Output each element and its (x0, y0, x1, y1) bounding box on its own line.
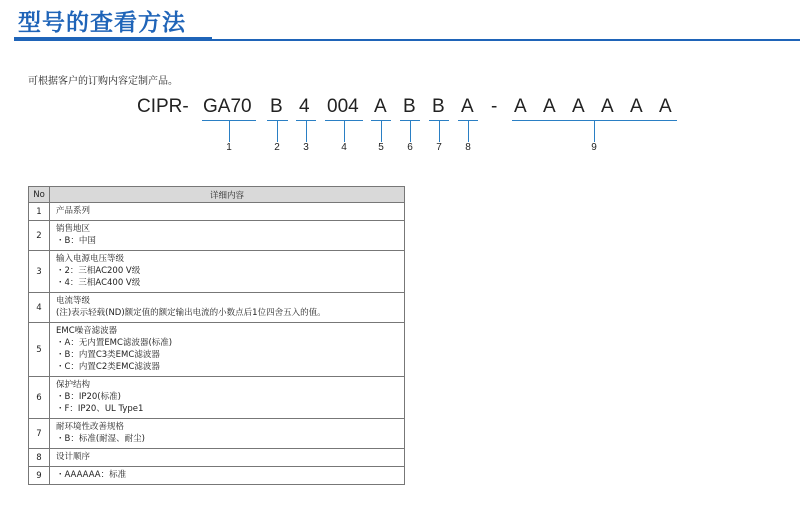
row-option: ・F：IP20、UL Type1 (56, 404, 144, 414)
header-detail: 详细内容 (50, 187, 405, 203)
table-row (29, 323, 405, 377)
tick-5 (381, 120, 382, 142)
code-separator: - (491, 96, 498, 117)
row-option: ・B：内置C3类EMC滤波器 (56, 350, 160, 360)
table-row (29, 251, 405, 293)
index-5: 5 (378, 142, 384, 153)
code-seg-emc: A (374, 96, 387, 117)
index-9: 9 (591, 142, 597, 153)
code-seg-option: A (601, 96, 614, 117)
code-seg-series: GA70 (203, 96, 252, 117)
index-4: 4 (341, 142, 347, 153)
table-row (29, 293, 405, 323)
code-prefix: CIPR- (137, 96, 189, 117)
table-row (29, 377, 405, 419)
row-heading: 产品系列 (56, 206, 91, 216)
row-detail (50, 203, 405, 221)
code-seg-option: A (514, 96, 527, 117)
tick-9 (594, 120, 595, 142)
code-seg-region: B (270, 96, 283, 117)
code-seg-option: A (572, 96, 585, 117)
row-no: 3 (29, 251, 50, 293)
row-option: ・2：三相AC200 V级 (56, 266, 141, 276)
header-no: No (29, 187, 50, 203)
row-heading: 销售地区 (56, 224, 91, 234)
row-option: ・4：三相AC400 V级 (56, 278, 141, 288)
code-seg-current: 004 (327, 96, 359, 117)
row-note: (注)表示轻载(ND)额定值的额定输出电流的小数点后1位四舍五入的值。 (56, 308, 326, 318)
tick-3 (306, 120, 307, 142)
row-detail (50, 467, 405, 485)
row-no: 5 (29, 323, 50, 377)
table-header-row (29, 187, 405, 203)
table-row (29, 467, 405, 485)
tick-6 (410, 120, 411, 142)
page-title: 型号的查看方法 (18, 10, 186, 36)
row-heading: 耐环境性改善规格 (56, 422, 125, 432)
row-no: 9 (29, 467, 50, 485)
index-7: 7 (436, 142, 442, 153)
index-8: 8 (465, 142, 471, 153)
row-option: ・B：IP20(标准) (56, 392, 121, 402)
row-detail (50, 419, 405, 449)
index-6: 6 (407, 142, 413, 153)
row-no: 8 (29, 449, 50, 467)
tick-8 (468, 120, 469, 142)
row-option: ・A：无内置EMC滤波器(标准) (56, 338, 173, 348)
code-seg-option: A (630, 96, 643, 117)
code-seg-voltage: 4 (299, 96, 310, 117)
row-option: ・B：中国 (56, 236, 96, 246)
row-detail (50, 251, 405, 293)
row-no: 4 (29, 293, 50, 323)
tick-1 (229, 120, 230, 142)
row-no: 1 (29, 203, 50, 221)
tick-7 (439, 120, 440, 142)
row-detail (50, 323, 405, 377)
row-detail (50, 449, 405, 467)
index-2: 2 (274, 142, 280, 153)
code-seg-option: A (659, 96, 672, 117)
spec-table (28, 186, 405, 485)
title-rule (14, 39, 800, 41)
intro-text: 可根据客户的订购内容定制产品。 (28, 76, 178, 87)
row-option: ・C：内置C2类EMC滤波器 (56, 362, 160, 372)
index-3: 3 (303, 142, 309, 153)
row-detail (50, 293, 405, 323)
row-option: ・B：标准(耐湿、耐尘) (56, 434, 145, 444)
row-heading: 设计顺序 (56, 452, 91, 462)
code-seg-design: A (461, 96, 474, 117)
row-detail (50, 377, 405, 419)
row-heading: 输入电源电压等级 (56, 254, 125, 264)
row-no: 7 (29, 419, 50, 449)
row-heading: 保护结构 (56, 380, 91, 390)
tick-4 (344, 120, 345, 142)
row-heading: 电流等级 (56, 296, 91, 306)
code-seg-option: A (543, 96, 556, 117)
row-no: 6 (29, 377, 50, 419)
index-1: 1 (226, 142, 232, 153)
code-seg-environment: B (432, 96, 445, 117)
row-option: ・AAAAAA：标准 (56, 470, 127, 480)
table-row (29, 419, 405, 449)
row-no: 2 (29, 221, 50, 251)
tick-2 (277, 120, 278, 142)
row-heading: EMC噪音滤波器 (56, 326, 118, 336)
table-row (29, 203, 405, 221)
row-detail (50, 221, 405, 251)
table-row (29, 449, 405, 467)
code-seg-protection: B (403, 96, 416, 117)
table-row (29, 221, 405, 251)
